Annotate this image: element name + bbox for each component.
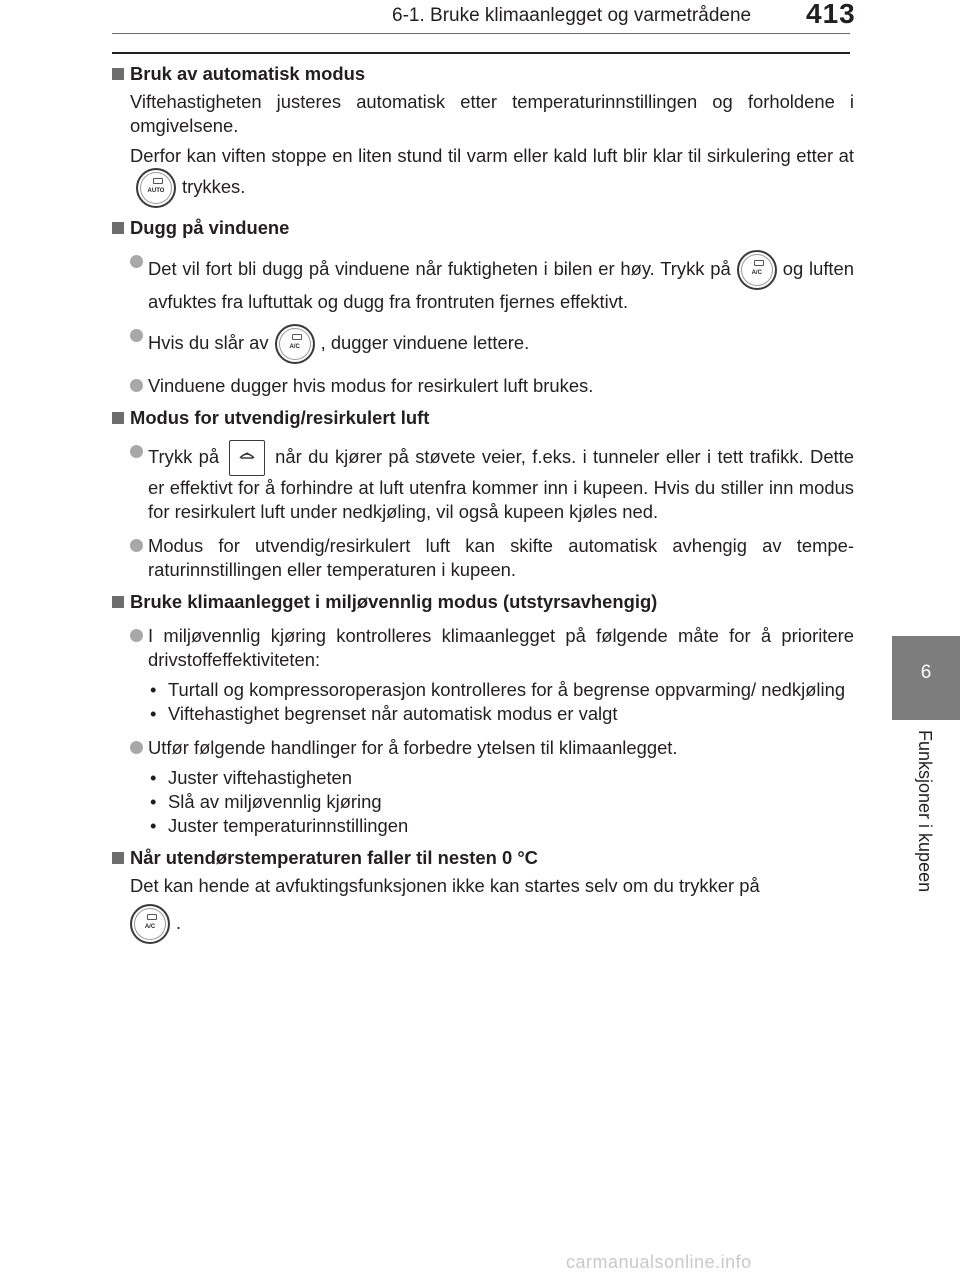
- page-header: [0, 0, 960, 40]
- section-fog: [112, 216, 854, 398]
- header-rule: [112, 33, 850, 34]
- list-item: Hvis du slår av A/C , dugger vinduene lettere.: [112, 324, 854, 364]
- paragraph: Viftehastigheten justeres automatisk etter temperaturinnstillingen og forholdene i omgivelsene.: [130, 91, 854, 136]
- chapter-number: 6: [920, 662, 932, 683]
- paragraph: Det kan hende at avfuktingsfunksjonen ikke kan startes selv om du trykker på: [130, 875, 760, 896]
- list-item: Trykk på når du kjører på støvete veier, f.eks. i tunneler eller i tett trafikk. Dette er effektivt for å forhindre at luft utenfra kommer inn i kupeen. Hvis du stiller inn modus for resirkulert luft under nedkjøling, vil også kupeen kjøles ned.: [112, 440, 854, 524]
- square-bullet-icon: [112, 596, 124, 608]
- square-bullet-icon: [112, 412, 124, 424]
- bullet-dot-icon: [130, 379, 143, 392]
- bullet-dot-icon: [130, 629, 143, 642]
- section-heading: Bruk av automatisk modus: [130, 63, 366, 84]
- watermark: carmanualsonline.info: [566, 1252, 752, 1272]
- ac-button-icon: A/C: [130, 904, 170, 944]
- bullet-dot-icon: [130, 539, 143, 552]
- car-recirculation-icon: [238, 449, 256, 465]
- section-heading: Modus for utvendig/resirkulert luft: [130, 407, 430, 428]
- list-item: Det vil fort bli dugg på vinduene når fuktigheten i bilen er høy. Trykk på A/C og luften avfuktes fra luftuttak og dugg fra frontruten fjernes effektivt.: [112, 250, 854, 314]
- section-heading: Bruke klimaanlegget i miljøvennlig modus (utstyrsavhengig): [130, 591, 658, 612]
- ac-button-icon: A/C: [737, 250, 777, 290]
- section-cold: Når utendørstemperaturen faller til nesten 0 °C Det kan hende at avfuktingsfunksjonen ikke kan startes selv om du trykker på A/C .: [112, 846, 854, 944]
- section-title: 6-1. Bruke klimaanlegget og varmetrådene: [392, 5, 752, 26]
- sub-list-item: • Slå av miljøvennlig kjøring: [150, 791, 382, 812]
- auto-button-icon: AUTO: [136, 168, 176, 208]
- recirculation-button-icon: [229, 440, 265, 476]
- sub-list: [112, 678, 854, 726]
- square-bullet-icon: [112, 68, 124, 80]
- sub-list-item: • Turtall og kompressoroperasjon kontrolleres for å begrense oppvarming/ nedkjøling: [150, 679, 846, 700]
- sub-list-item: • Juster temperaturinnstillingen: [150, 815, 409, 836]
- square-bullet-icon: [112, 852, 124, 864]
- top-divider: [112, 52, 850, 54]
- list-item: I miljøvennlig kjøring kontrolleres klimaanlegget på følgende måte for å prioritere drivstoffeffektiviteten:: [112, 624, 854, 672]
- square-bullet-icon: [112, 222, 124, 234]
- section-heading: Når utendørstemperaturen faller til nesten 0 °C: [130, 847, 538, 868]
- page-content: [112, 62, 854, 952]
- list-item: Utfør følgende handlinger for å forbedre ytelsen til klimaanlegget.: [112, 736, 854, 760]
- paragraph: Derfor kan viften stoppe en liten stund til varm eller kald luft blir klar til sirkulering etter at: [130, 145, 854, 166]
- section-recirculation: [112, 406, 854, 582]
- bullet-dot-icon: [130, 741, 143, 754]
- ac-button-icon: A/C: [275, 324, 315, 364]
- section-auto-mode: Bruk av automatisk modus Viftehastigheten justeres automatisk etter temperaturinnstillingen og forholdene i omgivelsene. Derfor kan viften stoppe en liten stund til varm eller kald luft blir klar til sirkulering etter at AUTO trykkes.: [112, 62, 854, 208]
- list-item: Modus for utvendig/resirkulert luft kan skifte automatisk avhengig av temperaturinnstillingen eller temperaturen i kupeen.: [112, 534, 854, 582]
- bullet-dot-icon: [130, 445, 143, 458]
- sub-list-item: • Viftehastighet begrenset når automatisk modus er valgt: [150, 703, 618, 724]
- bullet-dot-icon: [130, 329, 143, 342]
- bullet-dot-icon: [130, 255, 143, 268]
- sub-list: [112, 766, 854, 838]
- chapter-label: Funksjoner i kupeen: [915, 730, 935, 893]
- chapter-tab: [892, 636, 960, 720]
- section-eco-mode: [112, 590, 854, 838]
- sub-list-item: • Juster viftehastigheten: [150, 767, 353, 788]
- page-number: 413: [806, 0, 856, 29]
- section-heading: Dugg på vinduene: [130, 217, 290, 238]
- list-item: Vinduene dugger hvis modus for resirkulert luft brukes.: [112, 374, 854, 398]
